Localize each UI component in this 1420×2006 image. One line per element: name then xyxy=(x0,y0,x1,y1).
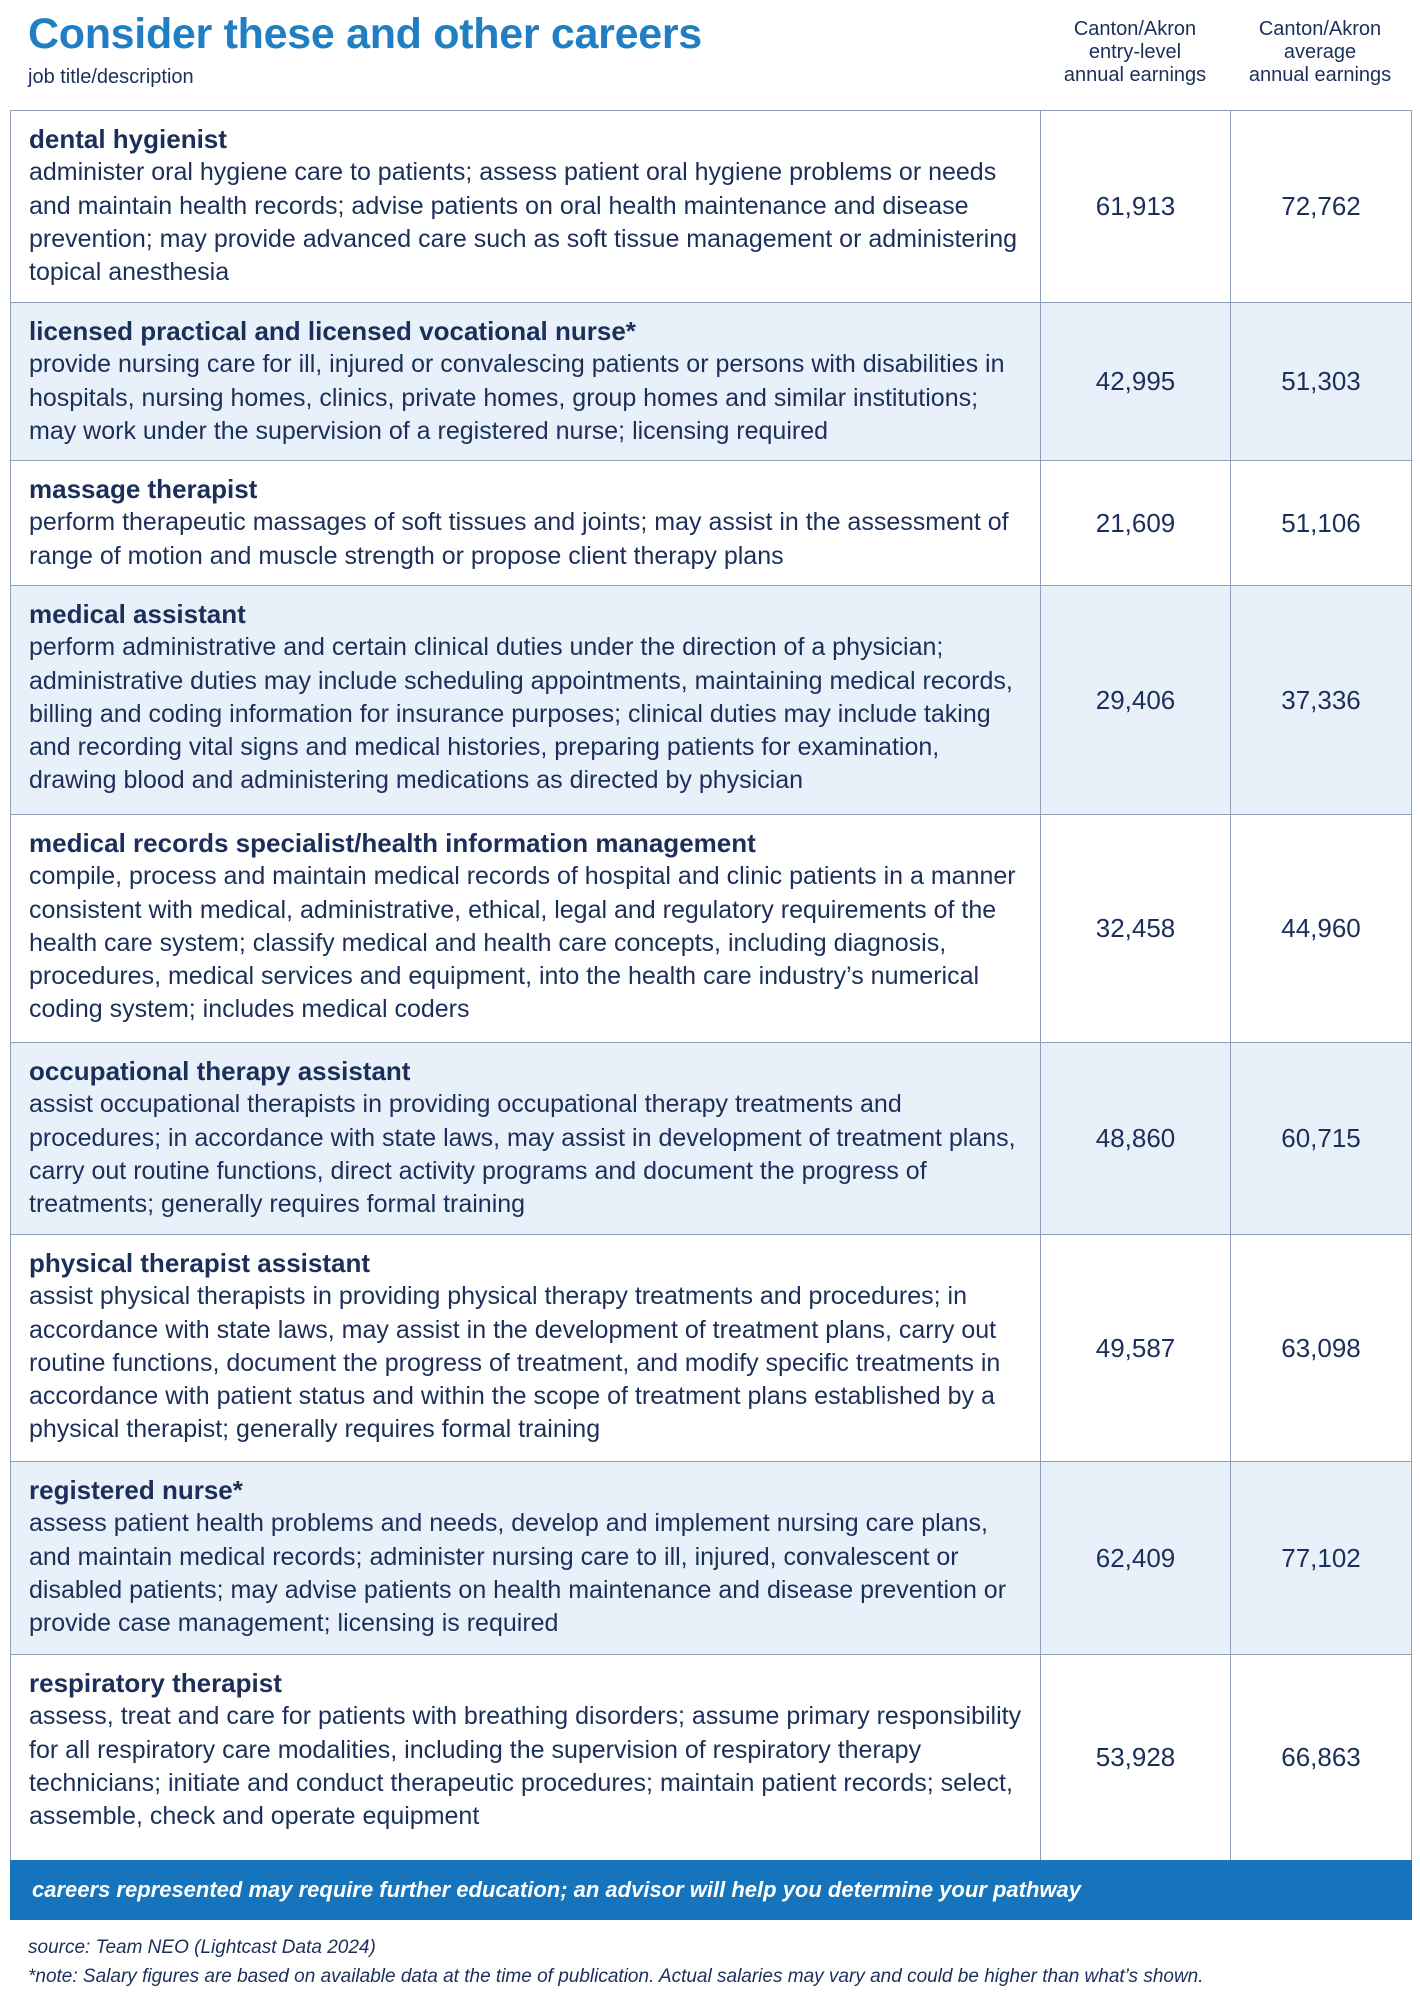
careers-table xyxy=(10,110,1412,1860)
table-row xyxy=(11,814,1411,1042)
job-description: assess patient health problems and needs, develop and implement nursing care plans, and maintain medical records; administer nursing care to ill, injured, convalescent or disabled patients; may advise patients on health maintenance and disease prevention or provide case management; licensing is required xyxy=(29,1509,1007,1638)
column-header-line: annual earnings xyxy=(1248,64,1392,86)
education-banner: careers represented may require further education; an advisor will help you determine your pathway xyxy=(10,1860,1412,1920)
job-description: perform administrative and certain clinical duties under the direction of a physician; administrative duties may include scheduling appointments, maintaining medical records, billing and coding information for insurance purposes; clinical duties may include taking and recording vital signs and medical histories, preparing patients for examination, drawing blood and administering medications as directed by physician xyxy=(29,633,1013,795)
job-title: registered nurse* xyxy=(29,1475,243,1505)
job-title: massage therapist xyxy=(29,474,258,504)
entry-level-earnings: 53,928 xyxy=(1041,1655,1231,1860)
job-title: physical therapist assistant xyxy=(29,1248,371,1278)
job-title: licensed practical and licensed vocational nurse* xyxy=(29,316,636,346)
career-cell xyxy=(11,1235,1041,1461)
page-title: Consider these and other careers xyxy=(28,10,702,58)
average-earnings: 63,098 xyxy=(1281,1332,1361,1363)
career-cell xyxy=(11,815,1041,1042)
career-cell xyxy=(11,111,1041,302)
column-header-line: entry-level xyxy=(1088,41,1182,63)
page-header xyxy=(0,0,1420,110)
column-header-average xyxy=(1230,18,1410,87)
job-title: respiratory therapist xyxy=(29,1668,282,1698)
entry-level-earnings: 29,406 xyxy=(1041,586,1231,814)
column-header-line: Canton/Akron xyxy=(1258,18,1382,40)
entry-level-earnings: 42,995 xyxy=(1041,303,1231,460)
job-description: assess, treat and care for patients with breathing disorders; assume primary responsibility for all respiratory care modalities, including the supervision of respiratory therapy technicians; initiate and conduct therapeutic procedures; maintain patient records; select, assemble, check and operate equipment xyxy=(29,1702,1022,1831)
entry-level-earnings: 48,860 xyxy=(1041,1043,1231,1234)
table-row xyxy=(11,460,1411,585)
job-description: administer oral hygiene care to patients; assess patient oral hygiene problems or needs and maintain health records; advise patients on oral health maintenance and disease prevention; may provide advanced care such as soft tissue management or administering topical anesthesia xyxy=(29,158,1018,287)
job-title: dental hygienist xyxy=(29,124,227,154)
salary-footnote: *note: Salary figures are based on available data at the time of publication. Actual salaries may vary and could be higher than what’s shown. xyxy=(28,1966,1204,1987)
job-description: compile, process and maintain medical records of hospital and clinic patients in a manner consistent with medical, administrative, ethical, legal and regulatory requirements of the health care system; classify medical and health care concepts, including diagnosis, procedures, medical services and equipment, into the health care industry’s numerical coding system; includes medical coders xyxy=(29,862,1016,1024)
job-description: perform therapeutic massages of soft tissues and joints; may assist in the assessment of range of motion and muscle strength or propose client therapy plans xyxy=(29,508,1009,570)
entry-level-earnings: 62,409 xyxy=(1041,1462,1231,1654)
column-label-job: job title/description xyxy=(28,66,194,88)
column-header-line: average xyxy=(1283,41,1357,63)
job-description: provide nursing care for ill, injured or convalescing patients or persons with disabilities in hospitals, nursing homes, clinics, private homes, group homes and similar institutions; may work under the supervision of a registered nurse; licensing required xyxy=(29,350,1005,445)
average-earnings: 51,106 xyxy=(1281,507,1361,538)
average-earnings: 37,336 xyxy=(1281,684,1361,715)
average-earnings: 60,715 xyxy=(1281,1123,1361,1153)
source-note: source: Team NEO (Lightcast Data 2024) xyxy=(28,1937,376,1958)
job-title: occupational therapy assistant xyxy=(29,1056,411,1086)
entry-level-earnings: 32,458 xyxy=(1041,815,1231,1042)
career-cell xyxy=(11,1655,1041,1860)
career-cell xyxy=(11,461,1041,585)
entry-level-earnings: 49,587 xyxy=(1041,1235,1231,1461)
entry-level-earnings: 61,913 xyxy=(1041,111,1231,302)
job-description: assist occupational therapists in providing occupational therapy treatments and procedures; in accordance with state laws, may assist in development of treatment plans, carry out routine functions, direct activity programs and document the progress of treatments; generally requires formal training xyxy=(29,1090,1016,1219)
column-header-line: annual earnings xyxy=(1063,64,1207,86)
job-title: medical assistant xyxy=(29,599,246,629)
career-cell xyxy=(11,586,1041,814)
average-earnings: 77,102 xyxy=(1281,1542,1361,1573)
career-cell xyxy=(11,1043,1041,1234)
column-header-entry-level xyxy=(1040,18,1230,87)
column-header-line: Canton/Akron xyxy=(1073,18,1197,40)
average-earnings: 51,303 xyxy=(1281,366,1361,396)
job-title: medical records specialist/health information management xyxy=(29,828,756,858)
career-cell xyxy=(11,1462,1041,1654)
average-earnings: 44,960 xyxy=(1281,913,1361,943)
table-row xyxy=(11,1461,1411,1654)
table-row xyxy=(11,1654,1411,1860)
table-row xyxy=(11,110,1411,302)
average-earnings: 72,762 xyxy=(1281,191,1361,221)
table-row xyxy=(11,302,1411,460)
table-row xyxy=(11,585,1411,814)
table-row xyxy=(11,1042,1411,1234)
job-description: assist physical therapists in providing physical therapy treatments and procedures; in accordance with state laws, may assist in the development of treatment plans, carry out routine functions, document the progress of treatment, and modify specific treatments in accordance with patient status and within the scope of treatment plans established by a physical therapist; generally requires formal training xyxy=(29,1282,1001,1444)
table-row xyxy=(11,1234,1411,1461)
career-cell xyxy=(11,303,1041,460)
entry-level-earnings: 21,609 xyxy=(1041,461,1231,585)
average-earnings: 66,863 xyxy=(1281,1742,1361,1772)
